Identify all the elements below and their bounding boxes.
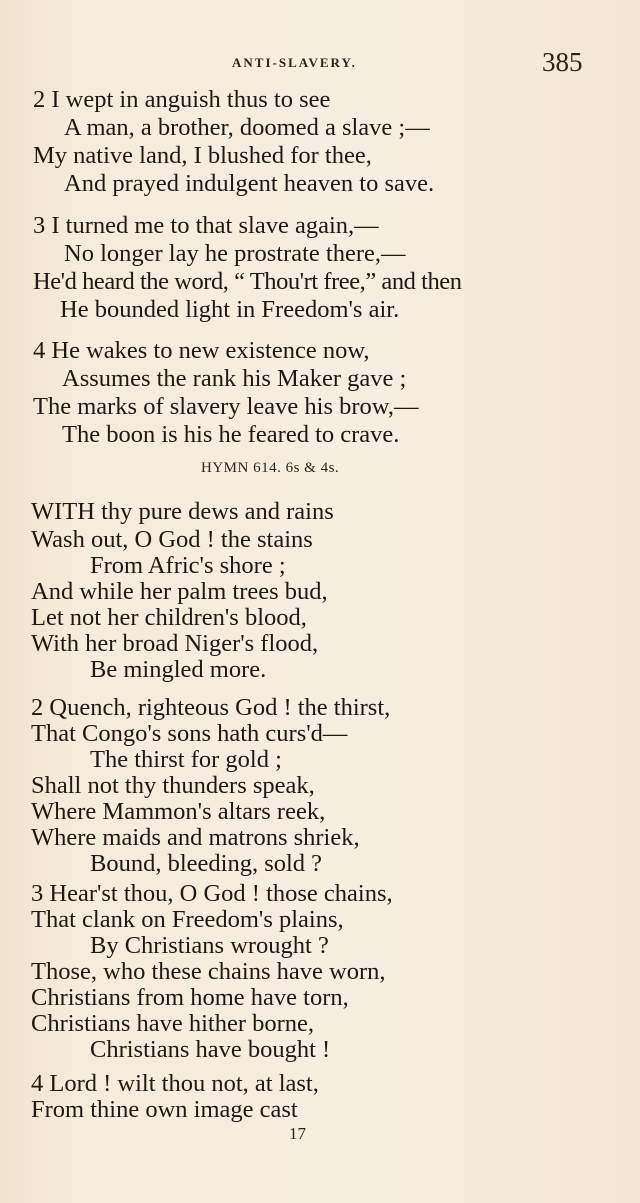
verse-line: And while her palm trees bud, bbox=[31, 578, 328, 605]
page-number: 385 bbox=[542, 47, 583, 77]
verse-line: 4 He wakes to new existence now, bbox=[33, 337, 370, 364]
verse-line: Assumes the rank his Maker gave ; bbox=[62, 365, 407, 392]
verse-line: 4 Lord ! wilt thou not, at last, bbox=[31, 1070, 319, 1097]
verse-line: 2 Quench, righteous God ! the thirst, bbox=[31, 694, 391, 721]
verse-line: From Afric's shore ; bbox=[90, 552, 286, 579]
verse-line: That clank on Freedom's plains, bbox=[31, 906, 344, 933]
verse-line: Be mingled more. bbox=[90, 656, 267, 683]
verse-line: The boon is his he feared to crave. bbox=[62, 421, 400, 448]
verse-line: Those, who these chains have worn, bbox=[31, 958, 386, 985]
verse-line: Let not her children's blood, bbox=[31, 604, 307, 631]
verse-line: The thirst for gold ; bbox=[90, 746, 282, 773]
verse-line: Shall not thy thunders speak, bbox=[31, 772, 315, 799]
verse-line: The marks of slavery leave his brow,— bbox=[33, 393, 419, 420]
running-head bbox=[0, 47, 640, 77]
verse-line: Christians have bought ! bbox=[90, 1036, 331, 1063]
verse-line: He'd heard the word, “ Thou'rt free,” and then bbox=[33, 268, 462, 295]
verse-line: 3 I turned me to that slave again,— bbox=[33, 212, 379, 239]
signature-mark: 17 bbox=[289, 1124, 306, 1143]
verse-line: Where Mammon's altars reek, bbox=[31, 798, 326, 825]
verse-line: And prayed indulgent heaven to save. bbox=[64, 170, 435, 197]
verse-line: By Christians wrought ? bbox=[90, 932, 329, 959]
verse-line: From thine own image cast bbox=[31, 1096, 298, 1123]
verse-line: A man, a brother, doomed a slave ;— bbox=[64, 114, 430, 141]
verse-line: My native land, I blushed for thee, bbox=[33, 142, 372, 169]
verse-line: Christians from home have torn, bbox=[31, 984, 349, 1011]
verse-line: 3 Hear'st thou, O God ! those chains, bbox=[31, 880, 393, 907]
verse-line: With her broad Niger's flood, bbox=[31, 630, 319, 657]
verse-line: Christians have hither borne, bbox=[31, 1010, 315, 1037]
verse-line: Bound, bleeding, sold ? bbox=[90, 850, 323, 877]
verse-line: 2 I wept in anguish thus to see bbox=[33, 86, 331, 113]
hymn-heading: HYMN 614. 6s & 4s. bbox=[201, 460, 340, 476]
verse-line: He bounded light in Freedom's air. bbox=[60, 296, 400, 323]
verse-line: That Congo's sons hath curs'd— bbox=[31, 720, 348, 747]
verse-line: No longer lay he prostrate there,— bbox=[64, 240, 406, 267]
verse-line: Where maids and matrons shriek, bbox=[31, 824, 360, 851]
running-title: ANTI-SLAVERY. bbox=[232, 55, 357, 70]
verse-line: Wash out, O God ! the stains bbox=[31, 526, 313, 553]
verse-line: WITH thy pure dews and rains bbox=[31, 498, 334, 525]
